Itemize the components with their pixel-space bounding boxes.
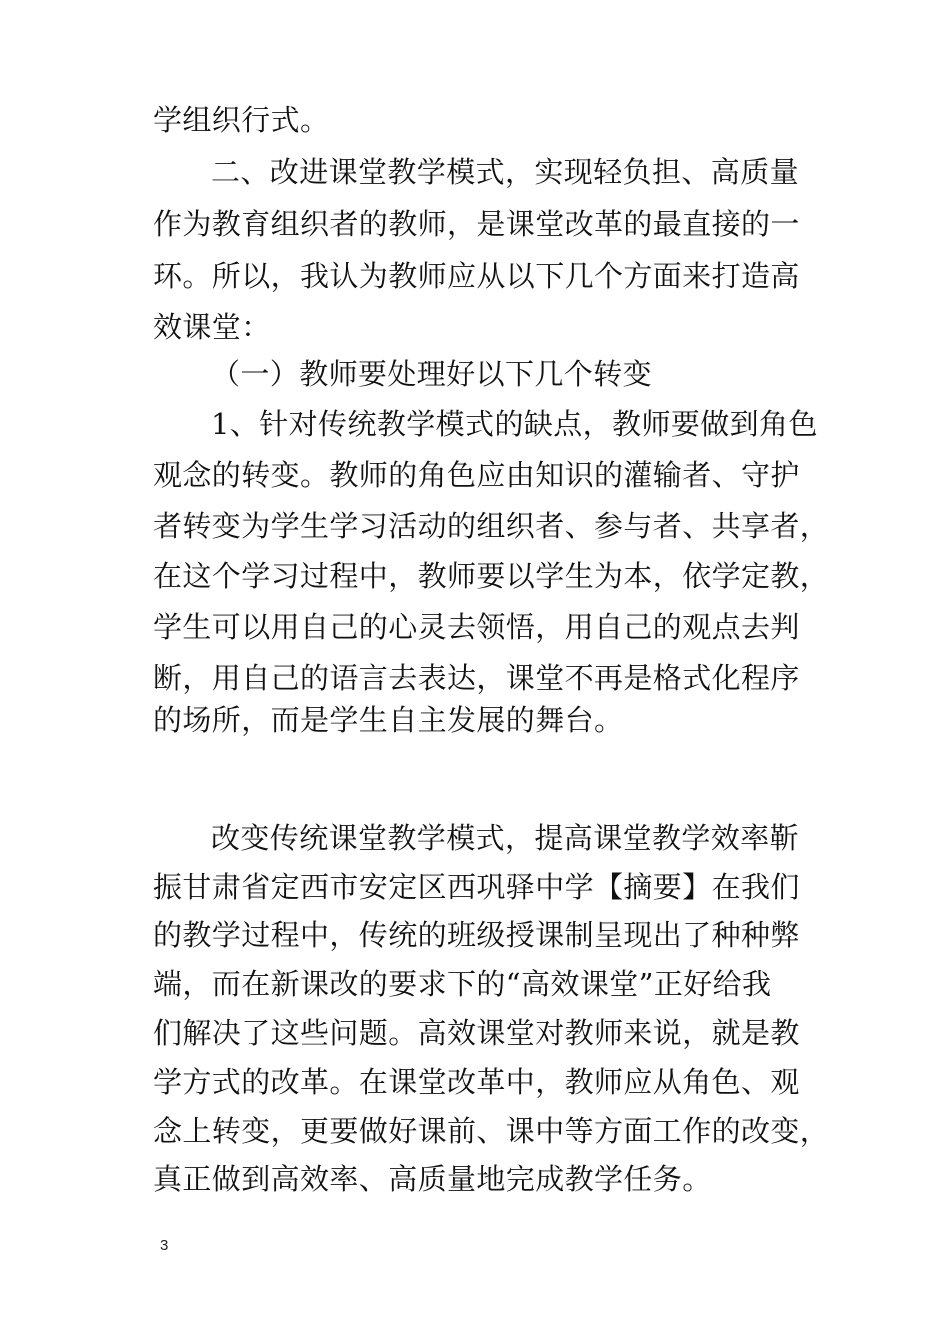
text-line: 学组织行式。: [153, 103, 330, 137]
text-line: 们解决了这些问题。高效课堂对教师来说，就是教: [153, 1016, 800, 1050]
text-line: 效课堂：: [153, 310, 271, 344]
text-line: 端，而在新课改的要求下的“高效课堂”正好给我: [153, 967, 772, 1001]
text-line: 学生可以用自己的心灵去领悟，用自己的观点去判: [153, 610, 800, 644]
section-heading: 二、改进课堂教学模式，实现轻负担、高质量: [211, 155, 800, 189]
text-line: 在这个学习过程中，教师要以学生为本，依学定教，: [153, 559, 830, 593]
text-line: 观念的转变。教师的角色应由知识的灌输者、守护: [153, 458, 800, 492]
text-line: 作为教育组织者的教师，是课堂改革的最直接的一: [153, 207, 800, 241]
subsection-heading: （一）教师要处理好以下几个转变: [211, 357, 653, 391]
text-line: 断，用自己的语言去表达，课堂不再是格式化程序: [153, 661, 800, 695]
text-line: 的场所，而是学生自主发展的舞台。: [153, 703, 624, 737]
page-number: 3: [160, 1237, 169, 1254]
article-title-line: 改变传统课堂教学模式，提高课堂教学效率靳: [211, 821, 800, 855]
text-line: 念上转变，更要做好课前、课中等方面工作的改变，: [153, 1114, 830, 1148]
text-line: 者转变为学生学习活动的组织者、参与者、共享者，: [153, 509, 830, 543]
text-line: 1、针对传统教学模式的缺点，教师要做到角色: [211, 407, 818, 441]
text-line: 环。所以，我认为教师应从以下几个方面来打造高: [153, 259, 800, 293]
text-line: 的教学过程中，传统的班级授课制呈现出了种种弊: [153, 918, 800, 952]
text-line: 真正做到高效率、高质量地完成教学任务。: [153, 1162, 712, 1196]
text-line: 振甘肃省定西市安定区西巩驿中学【摘要】在我们: [153, 870, 800, 904]
text-line: 学方式的改革。在课堂改革中，教师应从角色、观: [153, 1065, 800, 1099]
